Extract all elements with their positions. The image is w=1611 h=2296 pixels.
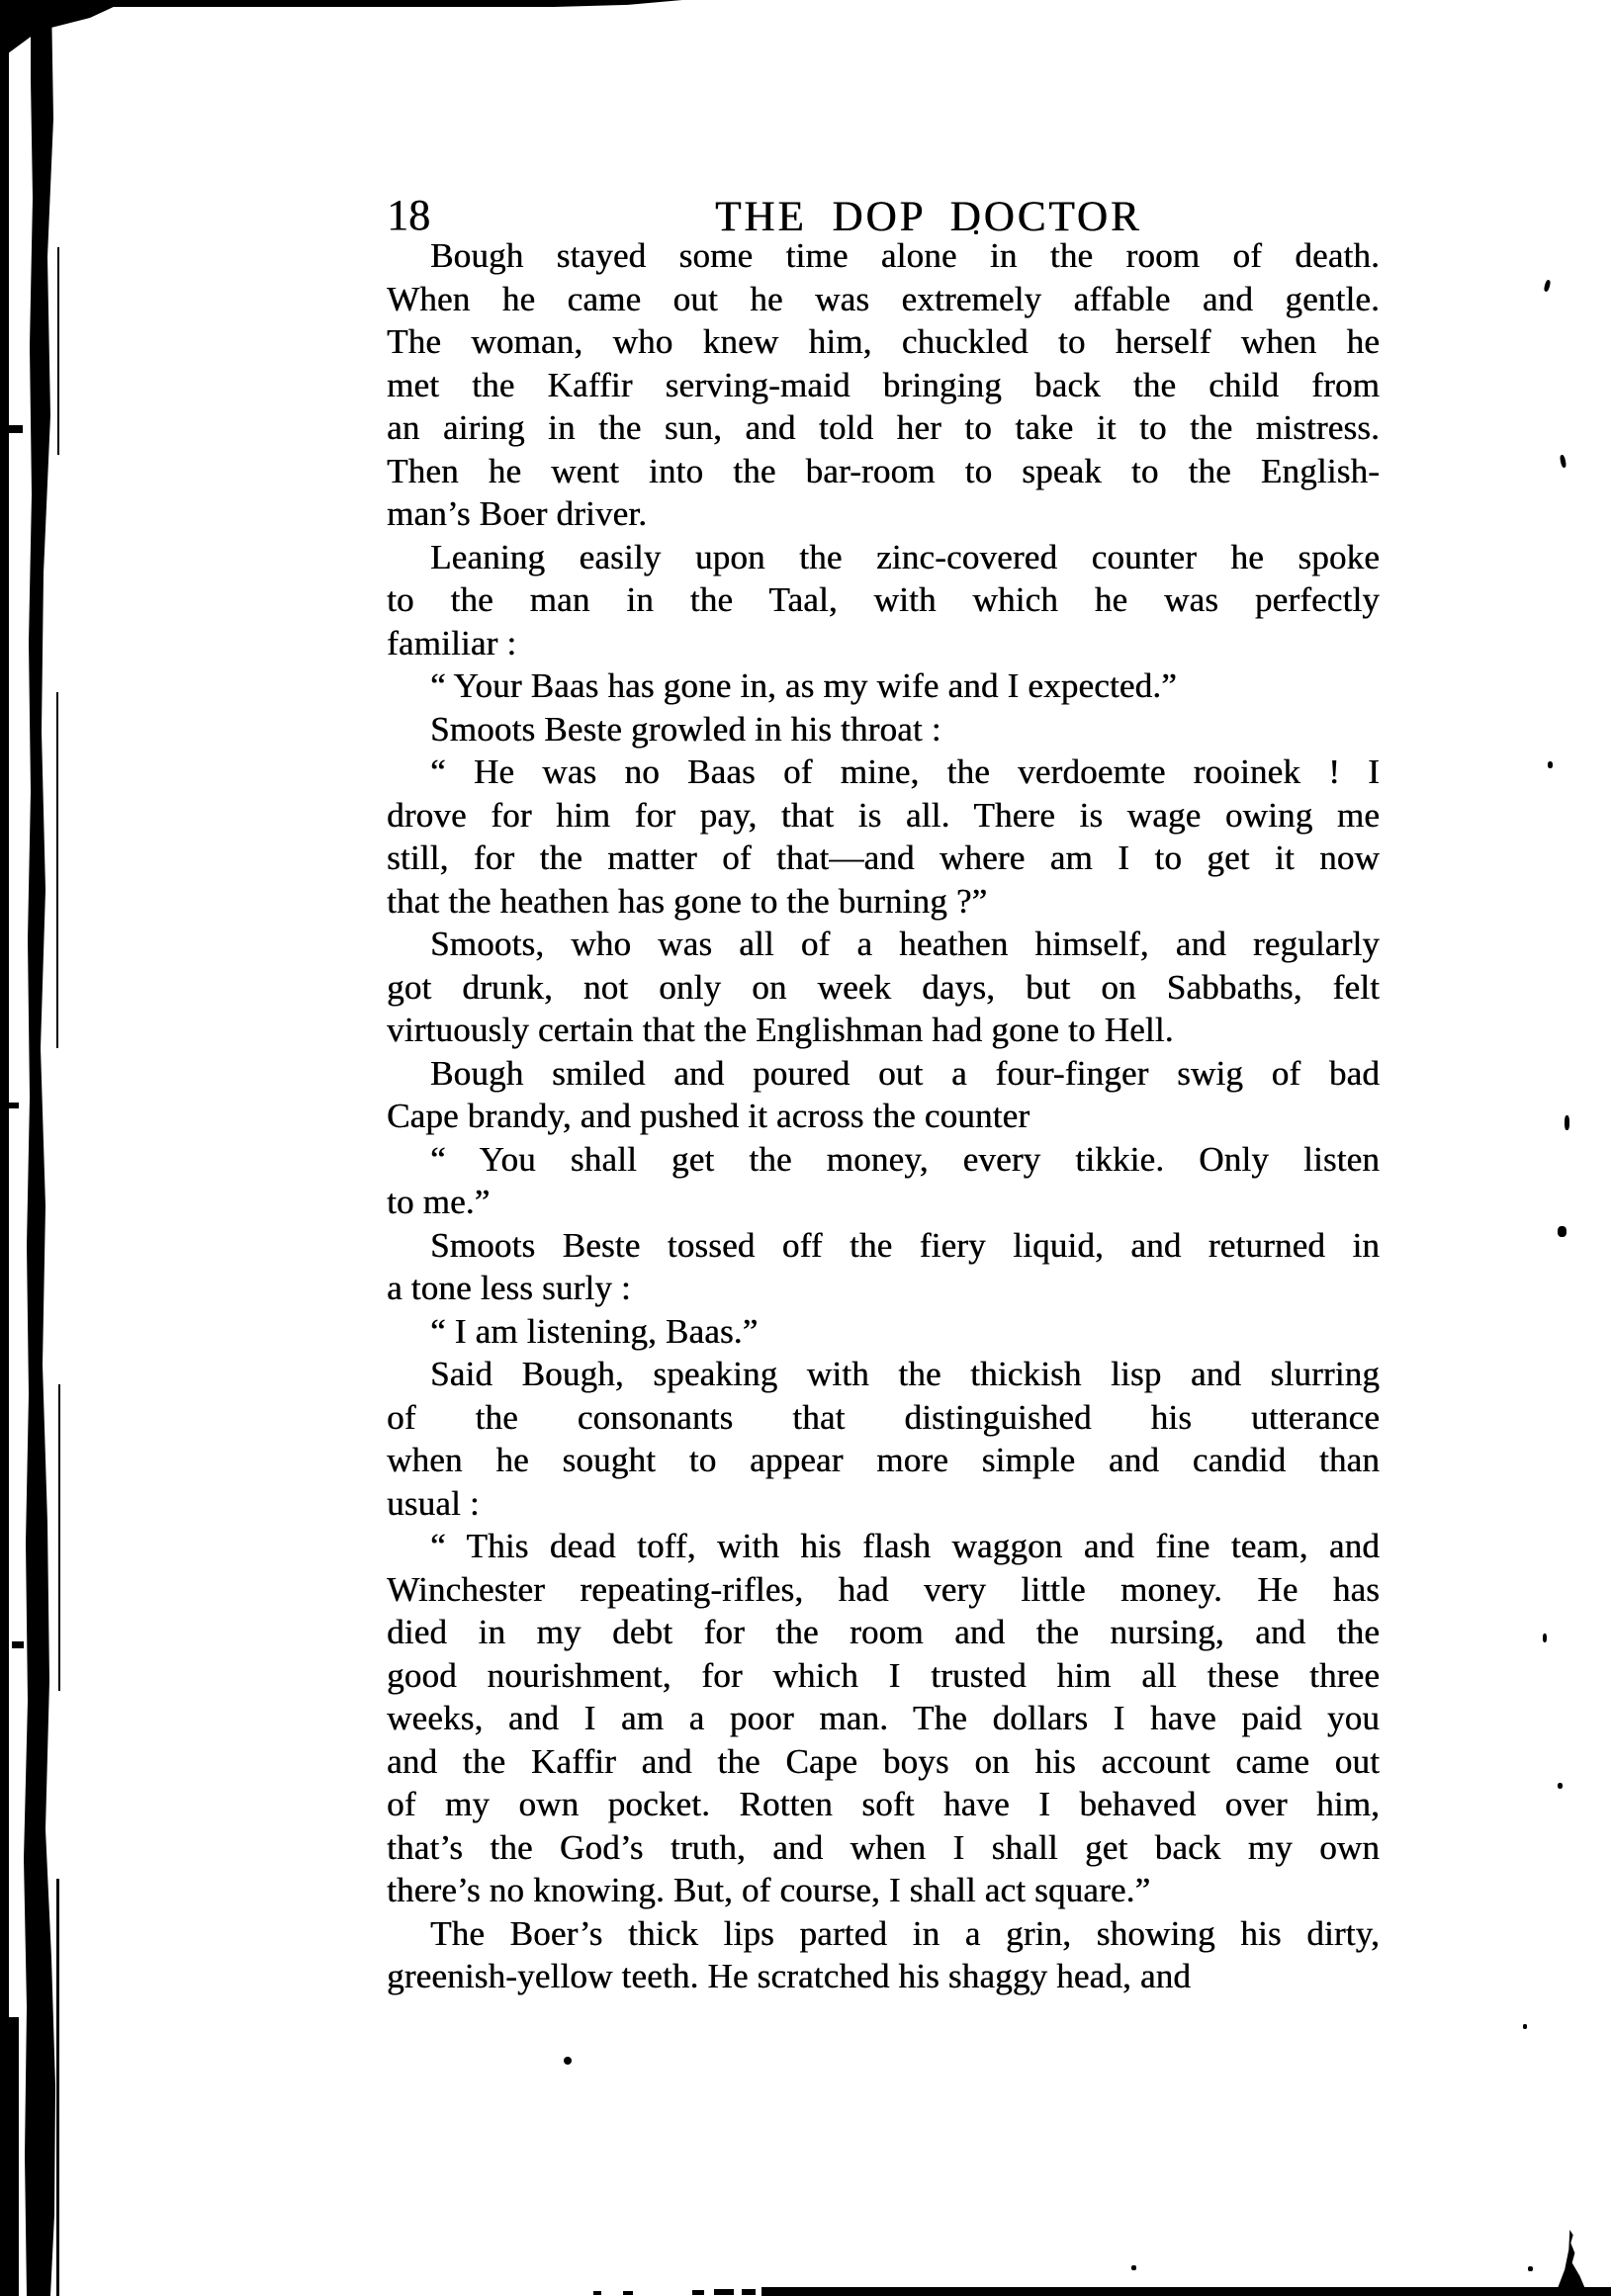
text-line: there’s no knowing. But, of course, I shall act square.” <box>387 1871 1151 1909</box>
scan-speck <box>1544 280 1552 293</box>
text-line: familiar : <box>387 623 517 662</box>
text-line: that’s the God’s truth, and when I shall get back my own <box>387 1827 1380 1867</box>
text-line: died in my debt for the room and the nursing, and the <box>387 1613 1380 1651</box>
scan-speck <box>1565 1115 1569 1130</box>
text-line: Smoots Beste growled in his throat : <box>430 709 941 749</box>
text-line: weeks, and I am a poor man. The dollars I have paid you <box>387 1699 1380 1737</box>
paragraph <box>387 536 1380 665</box>
scan-speck <box>1548 761 1553 768</box>
text-line: good nourishment, for which I trusted him all these three <box>387 1655 1380 1695</box>
text-line: Smoots Beste tossed off the fiery liquid, and returned in <box>430 1225 1380 1265</box>
paragraph <box>387 234 1380 536</box>
scan-speck <box>1543 1634 1547 1642</box>
text-line: “ I am listening, Baas.” <box>430 1311 759 1351</box>
scan-bottom-dash <box>593 2291 601 2295</box>
text-line: virtuously certain that the Englishman had gone to Hell. <box>387 1011 1174 1049</box>
scan-speck <box>1523 2024 1527 2029</box>
scan-bottom-dash <box>742 2289 756 2295</box>
scan-streak <box>12 1641 24 1648</box>
text-line: still, for the matter of that—and where am I to get it now <box>387 839 1380 877</box>
text-line: Cape brandy, and pushed it across the counter <box>387 1097 1030 1135</box>
text-line: “ You shall get the money, every tikkie. Only listen <box>430 1139 1380 1179</box>
text-block <box>387 234 1380 1998</box>
page-header-title: THE DOP DOCTOR <box>715 194 1142 240</box>
page-number: 18 <box>387 191 430 239</box>
paragraph <box>387 751 1380 923</box>
scan-streak <box>9 1103 19 1108</box>
scan-speck <box>1558 1226 1566 1237</box>
scan-bottom-dash <box>692 2290 704 2295</box>
ink-dot <box>564 2057 572 2065</box>
text-line: Said Bough, speaking with the thickish lisp and slurring <box>430 1355 1380 1393</box>
text-line: Bough stayed some time alone in the room of death. <box>430 236 1380 275</box>
text-line: Then he went into the bar-room to speak to the English- <box>387 451 1380 490</box>
text-line: “ Your Baas has gone in, as my wife and I expected.” <box>430 666 1177 705</box>
scan-streak <box>9 425 23 433</box>
scan-bottom-dash <box>623 2291 633 2295</box>
scan-binding-band <box>0 0 69 2296</box>
paragraph <box>387 664 1380 708</box>
paragraph <box>387 923 1380 1052</box>
text-line: that the heathen has gone to the burning ?” <box>387 881 988 921</box>
text-line: “ He was no Baas of mine, the verdoemte rooinek ! I <box>430 752 1380 791</box>
text-line: got drunk, not only on week days, but on Sabbaths, felt <box>387 967 1380 1007</box>
text-line: an airing in the sun, and told her to take it to the mistress. <box>387 408 1380 447</box>
text-line: Leaning easily upon the zinc-covered counter he spoke <box>430 537 1380 576</box>
text-line: Bough smiled and poured out a four-finger swig of bad <box>430 1053 1380 1093</box>
text-line: Winchester repeating-rifles, had very little money. He has <box>387 1569 1380 1609</box>
scan-bottom-dash <box>714 2289 734 2295</box>
scan-speck <box>1558 1783 1563 1789</box>
text-line: greenish-yellow teeth. He scratched his shaggy head, and <box>387 1957 1192 1995</box>
scan-speck <box>1560 455 1567 469</box>
paragraph <box>387 1525 1380 1912</box>
scan-ink-splatter <box>1555 2230 1588 2296</box>
scan-speck <box>1131 2265 1136 2270</box>
text-line: to the man in the Taal, with which he was perfectly <box>387 580 1380 619</box>
text-line: The Boer’s thick lips parted in a grin, showing his dirty, <box>430 1913 1380 1953</box>
text-line: “ This dead toff, with his flash waggon and fine team, and <box>430 1527 1380 1565</box>
text-line: When he came out he was extremely affable and gentle. <box>387 279 1380 318</box>
scan-speck <box>1528 2266 1533 2271</box>
paragraph <box>387 1310 1380 1354</box>
text-line: a tone less surly : <box>387 1269 631 1307</box>
paragraph <box>387 708 1380 751</box>
text-line: usual : <box>387 1483 480 1523</box>
paragraph <box>387 1138 1380 1224</box>
paragraph <box>387 1353 1380 1525</box>
paragraph <box>387 1224 1380 1310</box>
text-line: of the consonants that distinguished his utterance <box>387 1397 1380 1437</box>
text-line: drove for him for pay, that is all. There is wage owing me <box>387 795 1380 835</box>
paragraph <box>387 1052 1380 1138</box>
text-line: of my own pocket. Rotten soft have I behaved over him, <box>387 1785 1380 1823</box>
text-line: and the Kaffir and the Cape boys on his account came out <box>387 1741 1380 1781</box>
text-line: met the Kaffir serving-maid bringing back the child from <box>387 365 1380 404</box>
text-line: man’s Boer driver. <box>387 494 648 533</box>
paragraph <box>387 1912 1380 1998</box>
text-line: to me.” <box>387 1183 491 1221</box>
text-line: Smoots, who was all of a heathen himself, and regularly <box>430 925 1380 963</box>
scan-bottom-edge-bar <box>761 2287 1611 2296</box>
text-line: when he sought to appear more simple and candid than <box>387 1441 1380 1479</box>
text-line: The woman, who knew him, chuckled to herself when he <box>387 322 1380 361</box>
